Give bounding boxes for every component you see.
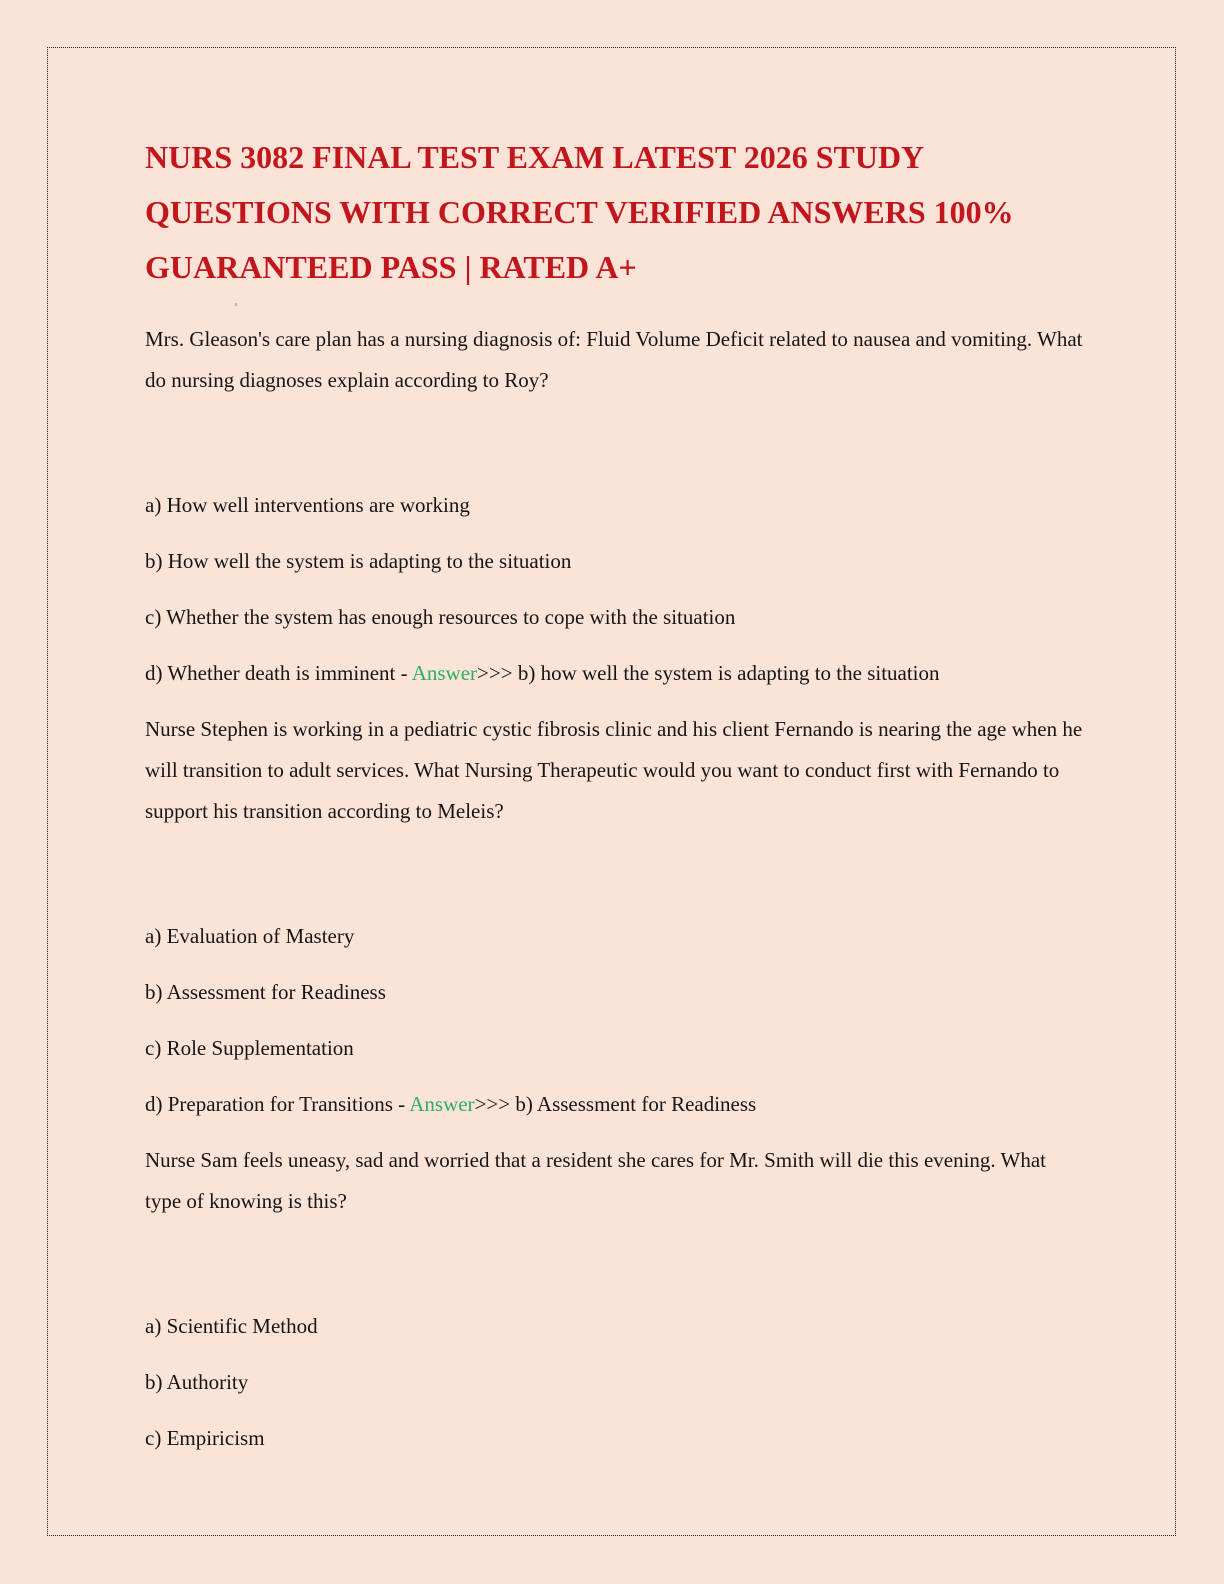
answer-label: Answer <box>411 661 478 685</box>
option-a: a) Scientific Method <box>145 1314 318 1338</box>
option-b: b) How well the system is adapting to the situation <box>145 549 572 573</box>
answer-prefix: d) Whether death is imminent - <box>145 661 412 685</box>
option-c: c) Whether the system has enough resources to cope with the situation <box>145 605 736 629</box>
option-d-answer-line <box>145 1084 1085 1125</box>
option-b: b) Authority <box>145 1370 249 1394</box>
option-c: c) Role Supplementation <box>145 1036 354 1060</box>
question-text: Nurse Sam feels uneasy, sad and worried that a resident she cares for Mr. Smith will die this evening. What type of knowing is this? <box>145 1148 1047 1213</box>
option-d-answer-line <box>145 653 1085 694</box>
answer-suffix: >>> b) how well the system is adapting to the situation <box>477 661 940 685</box>
option-a: a) How well interventions are working <box>145 493 470 517</box>
question-text: Mrs. Gleason's care plan has a nursing diagnosis of: Fluid Volume Deficit related to nausea and vomiting. What do nursing diagnoses explain according to Roy? <box>145 327 1083 392</box>
option-b: b) Assessment for Readiness <box>145 980 386 1004</box>
answer-prefix: d) Preparation for Transitions - <box>145 1092 410 1116</box>
exam-title: NURS 3082 FINAL TEST EXAM LATEST 2026 STUDY QUESTIONS WITH CORRECT VERIFIED ANSWERS 100% GUARANTEED PASS | RATED A+ <box>145 139 1014 285</box>
question-text: Nurse Stephen is working in a pediatric cystic fibrosis clinic and his client Fernando is nearing the age when he will transition to adult services. What Nursing Therapeutic would you want to conduct first with Fernando to support his transition according to Meleis? <box>145 717 1083 823</box>
answer-label: Answer <box>409 1092 475 1116</box>
option-a: a) Evaluation of Mastery <box>145 924 355 948</box>
answer-suffix: >>> b) Assessment for Readiness <box>474 1092 757 1116</box>
document-content <box>145 130 1085 1474</box>
option-c: c) Empiricism <box>145 1426 265 1450</box>
